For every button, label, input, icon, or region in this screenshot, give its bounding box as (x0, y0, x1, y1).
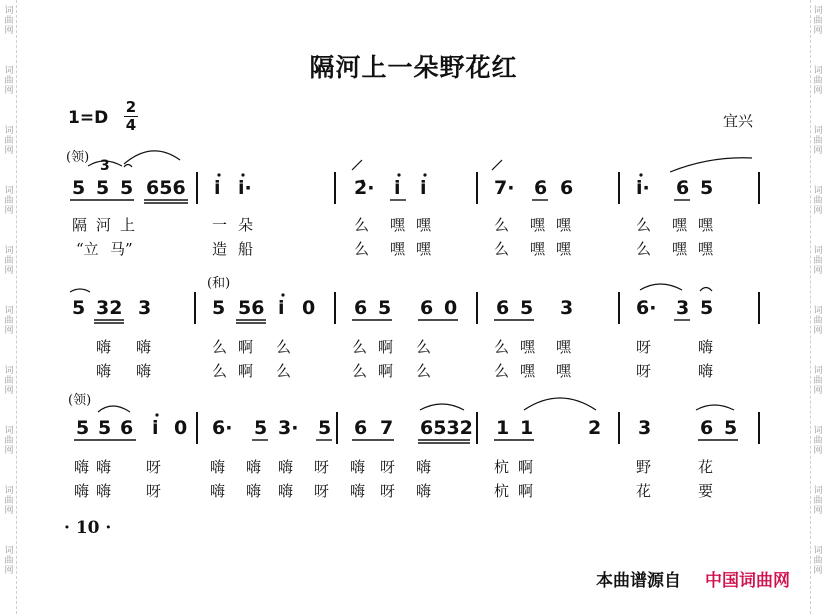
fermata (124, 165, 132, 168)
accent-mark (352, 160, 362, 170)
watermark-char: 网 (4, 206, 14, 216)
note: 5 (98, 417, 112, 439)
lyric: 嗨 (246, 482, 262, 500)
watermark-char: 曲 (4, 496, 14, 506)
lyric: 么 (212, 362, 228, 380)
lyric: 嘿 (672, 240, 688, 258)
triplet-mark: 3 (100, 158, 110, 174)
time-signature-top: 2 (125, 98, 137, 116)
watermark-char: 词 (4, 126, 14, 136)
note: 3 (138, 297, 152, 319)
site-name-link[interactable]: 中国词曲网 (705, 571, 790, 590)
watermark-char: 网 (813, 506, 823, 516)
note: 3· (278, 417, 299, 439)
watermark-char: 曲 (4, 136, 14, 146)
watermark-char: 网 (4, 566, 14, 576)
lyric: 嗨 (278, 482, 294, 500)
lyric: 么 (416, 362, 432, 380)
lyric: 嗨 (96, 338, 112, 356)
watermark-char: 曲 (4, 256, 14, 266)
slur (670, 158, 752, 172)
watermark-char: 曲 (813, 136, 823, 146)
lyric: 嗨 (246, 458, 262, 476)
lyric: 嘿 (698, 216, 714, 234)
watermark-char: 词 (813, 366, 823, 376)
watermark-char: 曲 (813, 76, 823, 86)
lyric: 啊 (518, 482, 534, 500)
lyric: 嘿 (520, 338, 536, 356)
lyric: 么 (276, 362, 292, 380)
note: 5 (318, 417, 332, 439)
lyric: 要 (698, 482, 714, 500)
lyric: 嘿 (672, 216, 688, 234)
watermark-char: 词 (4, 186, 14, 196)
lyric: 隔 (72, 216, 88, 234)
lyric: 花 (698, 458, 714, 476)
watermark-char: 曲 (813, 316, 823, 326)
watermark-char: 网 (813, 446, 823, 456)
lyric: 呀 (380, 458, 396, 476)
note: 6 (534, 177, 548, 199)
lyric: 造 (212, 240, 228, 258)
note: 0 (302, 297, 316, 319)
watermark-char: 曲 (4, 376, 14, 386)
slur (640, 284, 682, 290)
watermark-char: 词 (4, 546, 14, 556)
note: 5 (520, 297, 534, 319)
lyric: 嗨 (210, 458, 226, 476)
lyric: 么 (276, 338, 292, 356)
lyric: 嗨 (74, 482, 90, 500)
lyric: 嗨 (416, 458, 432, 476)
watermark-char: 网 (4, 86, 14, 96)
lyric: 啊 (378, 362, 394, 380)
lyric: 嘿 (556, 216, 572, 234)
note: 3 (638, 417, 652, 439)
time-signature-bottom: 4 (125, 116, 137, 134)
watermark-char: 网 (4, 446, 14, 456)
note: i (278, 297, 285, 319)
lyric: 船 (238, 240, 254, 258)
watermark-char: 词 (813, 246, 823, 256)
watermark-char: 网 (813, 566, 823, 576)
lyric: 花 (636, 482, 652, 500)
note: 2̇· (354, 177, 375, 199)
lyric: 嘿 (556, 240, 572, 258)
role-lead-1: (领) (66, 150, 90, 165)
page-number: · 10 · (64, 518, 112, 538)
lyric: 呀 (636, 338, 652, 356)
watermark-char: 曲 (813, 556, 823, 566)
watermark-char: 网 (4, 386, 14, 396)
lyric: 么 (494, 338, 510, 356)
lyric: 嘿 (698, 240, 714, 258)
watermark-char: 词 (813, 126, 823, 136)
lyric: 嗨 (136, 362, 152, 380)
lyric: 杭 (494, 458, 510, 476)
note: 6 (700, 417, 714, 439)
watermark-char: 网 (813, 326, 823, 336)
note: 5 (378, 297, 392, 319)
lyric: 野 (636, 458, 652, 476)
note: 32 (96, 297, 123, 319)
note: 5 (254, 417, 268, 439)
lyric: 马” (110, 240, 133, 258)
watermark-char: 词 (4, 486, 14, 496)
watermark-char: 词 (813, 426, 823, 436)
watermark-char: 曲 (4, 196, 14, 206)
score-title: 隔河上一朵野花红 (309, 53, 518, 82)
slur (420, 404, 464, 410)
lyric: 么 (352, 338, 368, 356)
note: 6 (496, 297, 510, 319)
lyric: 杭 (494, 482, 510, 500)
lyric: 呀 (636, 362, 652, 380)
lyric: 上 (120, 216, 136, 234)
note: i· (636, 177, 650, 199)
note: 5 (76, 417, 90, 439)
lyric: 啊 (238, 338, 254, 356)
note: 6532 (420, 417, 473, 439)
fermata (700, 288, 712, 292)
lyric: 么 (354, 240, 370, 258)
lyric: 么 (354, 216, 370, 234)
note: 5 (700, 297, 714, 319)
watermark-char: 网 (4, 146, 14, 156)
lyric: 么 (352, 362, 368, 380)
lyric: 么 (636, 240, 652, 258)
note: 6 (120, 417, 134, 439)
watermark-char: 词 (4, 426, 14, 436)
lyric: 嘿 (520, 362, 536, 380)
lyric: 呀 (314, 458, 330, 476)
watermark-char: 网 (813, 206, 823, 216)
watermark-char: 词 (4, 6, 14, 16)
note: 6 (676, 177, 690, 199)
watermark-char: 曲 (813, 496, 823, 506)
note: 7 (380, 417, 394, 439)
watermark-char: 曲 (4, 556, 14, 566)
lyric: 啊 (378, 338, 394, 356)
lyric: 嗨 (210, 482, 226, 500)
note: 5 (212, 297, 226, 319)
note: i (420, 177, 427, 199)
watermark-char: 词 (4, 366, 14, 376)
watermark-char: 曲 (4, 316, 14, 326)
note: 2 (588, 417, 602, 439)
accent-mark (492, 160, 502, 170)
lyric: 嗨 (278, 458, 294, 476)
lyric: 嘿 (530, 216, 546, 234)
lyric: 朵 (238, 216, 254, 234)
lyric: 么 (416, 338, 432, 356)
watermark-char: 曲 (4, 76, 14, 86)
watermark-char: 词 (813, 6, 823, 16)
note: i· (238, 177, 252, 199)
lyric: 嘿 (390, 216, 406, 234)
note: 5 (72, 297, 86, 319)
lyric: 嘿 (556, 362, 572, 380)
slur (88, 161, 122, 166)
lyric: 嗨 (698, 338, 714, 356)
lyric: 嗨 (96, 482, 112, 500)
watermark-char: 曲 (813, 376, 823, 386)
watermark-char: 曲 (4, 16, 14, 26)
region-label: 宜兴 (723, 112, 754, 130)
note: 7· (494, 177, 515, 199)
note: 6 (354, 417, 368, 439)
watermark-char: 网 (4, 266, 14, 276)
note: 0 (174, 417, 188, 439)
note: 6 (354, 297, 368, 319)
note: 6· (636, 297, 657, 319)
lyric: 呀 (146, 482, 162, 500)
lyric: 么 (636, 216, 652, 234)
lyric: 啊 (518, 458, 534, 476)
watermark-char: 词 (813, 306, 823, 316)
lyric: 嗨 (698, 362, 714, 380)
role-lead-2: (领) (68, 393, 92, 408)
lyric: 嘿 (390, 240, 406, 258)
watermark-char: 网 (4, 26, 14, 36)
lyric: 一 (212, 216, 228, 234)
watermark-char: 网 (4, 506, 14, 516)
role-chorus: (和) (207, 276, 231, 291)
lyric: 嗨 (96, 362, 112, 380)
note: 3 (676, 297, 690, 319)
note: 1 (520, 417, 534, 439)
lyric: 呀 (146, 458, 162, 476)
source-label: 本曲谱源自 (596, 571, 681, 590)
lyric: 嗨 (136, 338, 152, 356)
lyric: “立 (76, 240, 99, 258)
watermark-char: 网 (813, 146, 823, 156)
lyric: 么 (494, 240, 510, 258)
lyric: 呀 (314, 482, 330, 500)
lyric: 嗨 (350, 458, 366, 476)
lyric: 嘿 (530, 240, 546, 258)
watermark-char: 词 (4, 66, 14, 76)
lyric: 嗨 (416, 482, 432, 500)
note: i (394, 177, 401, 199)
slur (98, 406, 130, 412)
slur (70, 289, 90, 292)
note: 5 (72, 177, 86, 199)
lyric: 嘿 (416, 240, 432, 258)
note: i (152, 417, 159, 439)
lyric: 嘿 (416, 216, 432, 234)
watermark-char: 网 (813, 86, 823, 96)
note: 5 (96, 177, 110, 199)
watermark-char: 曲 (813, 16, 823, 26)
watermark-char: 网 (813, 386, 823, 396)
lyric: 嗨 (74, 458, 90, 476)
note: 5 (724, 417, 738, 439)
watermark-char: 网 (4, 326, 14, 336)
note: i (214, 177, 221, 199)
note: 3 (560, 297, 574, 319)
lyric: 河 (96, 216, 112, 234)
watermark-char: 曲 (813, 436, 823, 446)
watermark-char: 网 (813, 266, 823, 276)
key-signature: 1=D (68, 108, 109, 128)
watermark-char: 词 (4, 246, 14, 256)
watermark-char: 词 (4, 306, 14, 316)
lyric: 么 (212, 338, 228, 356)
note: 5 (120, 177, 134, 199)
note: 0 (444, 297, 458, 319)
watermark-char: 曲 (813, 256, 823, 266)
lyric: 呀 (380, 482, 396, 500)
lyric: 嗨 (96, 458, 112, 476)
watermark-char: 曲 (4, 436, 14, 446)
slur (124, 151, 180, 164)
lyric: 啊 (238, 362, 254, 380)
watermark-char: 词 (813, 486, 823, 496)
watermark-char: 词 (813, 186, 823, 196)
watermark-char: 词 (813, 66, 823, 76)
slur (696, 405, 734, 410)
lyric: 嗨 (350, 482, 366, 500)
note: 1 (496, 417, 510, 439)
watermark-char: 词 (813, 546, 823, 556)
note: 6 (560, 177, 574, 199)
lyric: 么 (494, 362, 510, 380)
note: 6 (420, 297, 434, 319)
slur (524, 398, 596, 410)
watermark-char: 曲 (813, 196, 823, 206)
lyric: 么 (494, 216, 510, 234)
note: 5 (700, 177, 714, 199)
lyric: 嘿 (556, 338, 572, 356)
note: 6· (212, 417, 233, 439)
note: 56 (238, 297, 265, 319)
note: 656 (146, 177, 186, 199)
watermark-char: 网 (813, 26, 823, 36)
